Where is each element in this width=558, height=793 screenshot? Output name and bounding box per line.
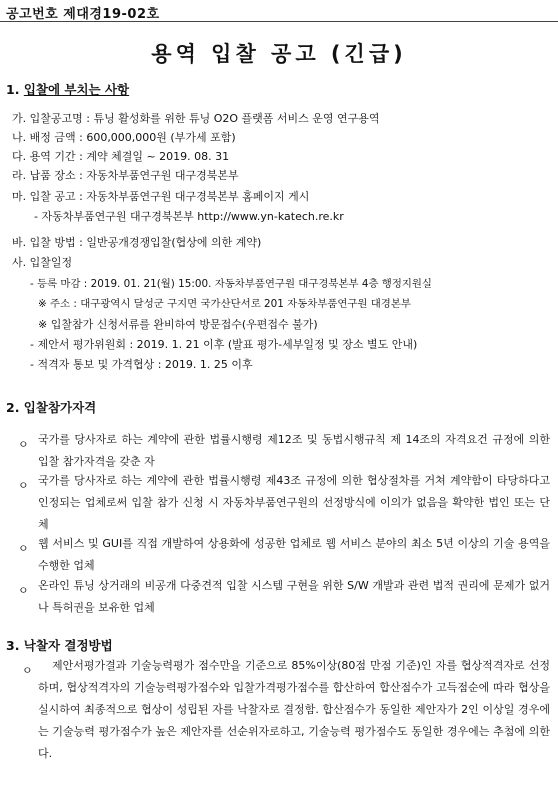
section1-heading: [6, 80, 129, 98]
qualification-item: 온라인 튜닝 상거래의 비공개 다중견적 입찰 시스템 구현을 위한 S/W 개발과 관련 법적 권리에 문제가 없거나 특허권을 보유한 업체: [38, 579, 550, 614]
info-line-website: - 자동차부품연구원 대구경북본부 http://www.yn-katech.re.kr: [34, 210, 344, 223]
schedule-negotiation: - 적격자 통보 및 가격협상 : 2019. 1. 25 이후: [30, 358, 253, 371]
section1-title: 입찰에 부치는 사항: [23, 82, 130, 97]
header-divider: [0, 21, 558, 22]
info-line-method: 바. 입찰 방법 : 일반공개경쟁입찰(협상에 의한 계약): [12, 236, 262, 249]
info-line-period: 다. 용역 기간 : 계약 체결일 ~ 2019. 08. 31: [12, 150, 230, 163]
section2-heading: 2. 입찰참가자격: [6, 400, 97, 415]
bullet-marker: ㅇ: [18, 438, 29, 451]
bullet-marker: ㅇ: [18, 584, 29, 597]
document-number: 공고번호 제대경19-02호: [6, 7, 160, 22]
schedule-registration: - 등록 마감 : 2019. 01. 21(월) 15:00. 자동차부품연구원 대구경북본부 4층 행정지원실: [30, 278, 432, 290]
info-line-schedule: 사. 입찰일정: [12, 256, 73, 269]
info-line-notice: 마. 입찰 공고 : 자동차부품연구원 대구경북본부 홈페이지 게시: [12, 190, 310, 203]
schedule-evaluation: - 제안서 평가위원회 : 2019. 1. 21 이후 (발표 평가-세부일정 및 장소 별도 안내): [30, 338, 418, 351]
bullet-marker: ㅇ: [18, 479, 29, 492]
bullet-marker: ㅇ: [18, 542, 29, 555]
info-line-budget: 나. 배정 금액 : 600,000,000원 (부가세 포함): [12, 131, 236, 144]
qualification-item: 웹 서비스 및 GUI를 직접 개발하여 상용화에 성공한 업체로 웹 서비스 분야의 최소 5년 이상의 기술 용역을 수행한 업체: [38, 537, 550, 572]
info-line-project-name: 가. 입찰공고명 : 튜닝 활성화를 위한 튜닝 O2O 플랫폼 서비스 운영 연구용역: [12, 112, 380, 125]
schedule-address-note: ※ 주소 : 대구광역시 달성군 구지면 국가산단서로 201 자동차부품연구원 대경본부: [38, 298, 411, 310]
section3-heading: 3. 낙찰자 결정방법: [6, 638, 113, 653]
bullet-marker: ㅇ: [22, 664, 33, 677]
section1-number: 1.: [6, 82, 24, 97]
qualification-item: 국가를 당사자로 하는 계약에 관한 법률시행령 제43조 규정에 의한 협상절차를 거쳐 계약함이 타당하다고 인정되는 업체로써 입찰 참가 신청 시 자동차부품연구원의 선정방식에 이의가 없음을 확약한 법인 또는 단체: [38, 474, 550, 531]
schedule-submission-note: ※ 입찰참가 신청서류를 완비하여 방문접수(우편접수 불가): [38, 318, 318, 331]
page-title: 용역 입찰 공고 (긴급): [151, 42, 407, 66]
info-line-delivery: 라. 납품 장소 : 자동차부품연구원 대구경북본부: [12, 169, 239, 182]
qualification-item: 국가를 당사자로 하는 계약에 관한 법률시행령 제12조 및 동법시행규칙 제 14조의 자격요건 규정에 의한 입찰 참가자격을 갖춘 자: [38, 433, 550, 468]
award-method-text: 제안서평가결과 기술능력평가 점수만을 기준으로 85%이상(80점 만점 기준)인 자를 협상적격자로 선정하며, 협상적격자의 기술능력평가점수와 입찰가격평가점수를 합산하여 합산점수가 고득점순에 따라 협상을 실시하여 최종적으로 협상이 성립된 자를 낙찰자로 결정함. 합산점수가 동일한 제안자가 2인 이상일 경우에는 기술능력 평가점수가 높은 제안자를 선순위자로하고, 기술능력 평가점수도 동일한 경우에는 추첨에 의한다.: [38, 659, 550, 760]
award-method-paragraph: [38, 655, 550, 765]
